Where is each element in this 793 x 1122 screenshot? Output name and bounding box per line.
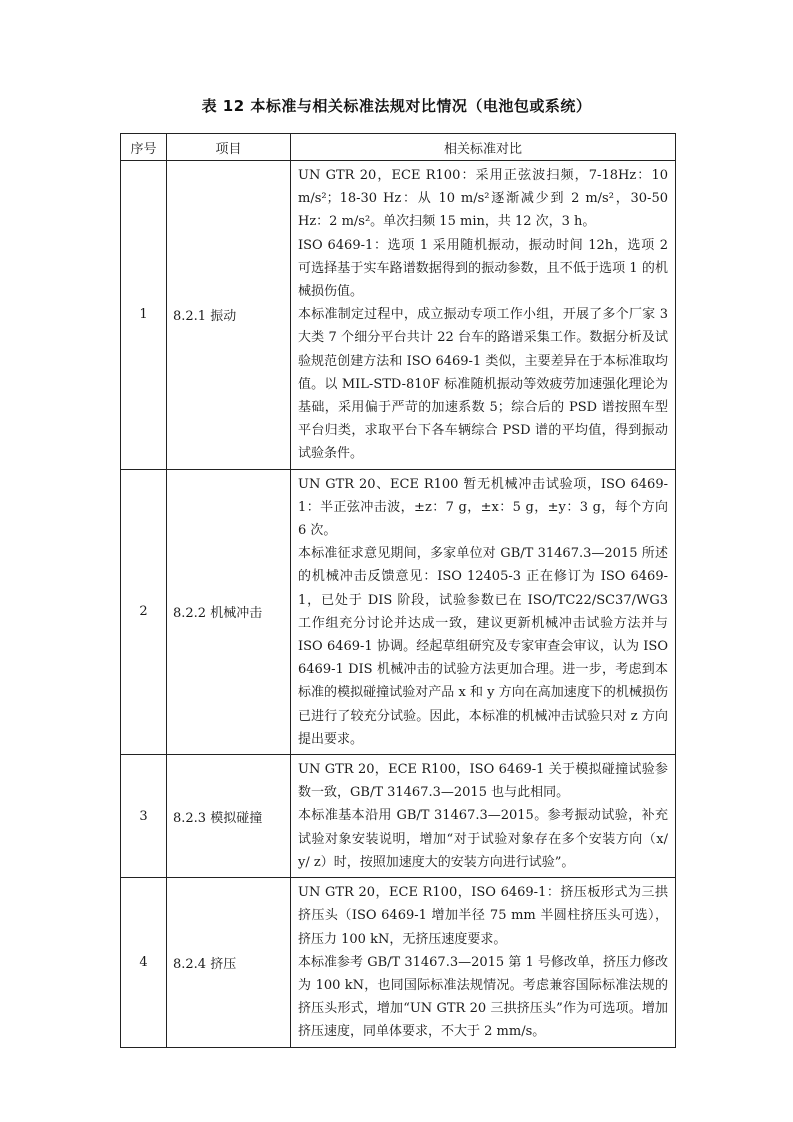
row-item: 8.2.2 机械冲击 — [167, 469, 291, 754]
row-item: 8.2.3 模拟碰撞 — [167, 755, 291, 878]
detail-paragraph: UN GTR 20，ECE R100，ISO 6469-1 关于模拟碰撞试验参数一致，GB/T 31467.3—2015 也与此相同。 — [298, 762, 668, 801]
header-item: 项目 — [167, 134, 291, 161]
detail-paragraph: UN GTR 20、ECE R100 暂无机械冲击试验项，ISO 6469-1：半正弦冲击波，±z：7 g，±x：5 g，±y：3 g，每个方向 6 次。 — [298, 476, 668, 539]
detail-paragraph: 本标准征求意见期间，多家单位对 GB/T 31467.3—2015 所述的机械冲击反馈意见：ISO 12405-3 正在修订为 ISO 6469-1，已处于 DIS 阶段，试验参数已在 ISO/TC22/SC37/WG3 工作组充分讨论并达成一致，建议更新机械冲击试验方法并与 ISO 6469-1 协调。经起草组研究及专家审查会审议，认为 ISO 6469-1 DIS 机械冲击的试验方法更加合理。进一步，考虑到本标准的模拟碰撞试验对产品 x 和 y 方向在高加速度下的机械损伤已进行了较充分试验。因此，本标准的机械冲击试验只对 z 方向提出要求。 — [298, 546, 668, 747]
detail-paragraph: 本标准制定过程中，成立振动专项工作小组，开展了多个厂家 3 大类 7 个细分平台共计 22 台车的路谱采集工作。数据分析及试验规范创建方法和 ISO 6469-1 类似，主要差异在于本标准取均值。以 MIL-STD-810F 标准随机振动等效疲劳加速强化理论为基础，采用偏于严苛的加速系数 5；综合后的 PSD 谱按照车型平台归类，求取平台下各车辆综合 PSD 谱的平均值，得到振动试验条件。 — [298, 307, 668, 462]
row-detail — [291, 878, 676, 1047]
row-index: 3 — [121, 755, 167, 878]
row-index: 1 — [121, 161, 167, 470]
table-row — [121, 755, 676, 878]
header-index: 序号 — [121, 134, 167, 161]
table-row — [121, 878, 676, 1047]
standards-comparison-table — [120, 133, 676, 1048]
row-detail — [291, 469, 676, 754]
detail-paragraph: 本标准参考 GB/T 31467.3—2015 第 1 号修改单，挤压力修改为 100 kN，也同国际标准法规情况。考虑兼容国际标准法规的挤压头形式，增加“UN GTR 20 三拱挤压头”作为可选项。增加挤压速度，同单体要求，不大于 2 mm/s。 — [298, 954, 668, 1040]
row-detail — [291, 161, 676, 470]
detail-paragraph: 本标准基本沿用 GB/T 31467.3—2015。参考振动试验，补充试验对象安装说明，增加“对于试验对象存在多个安装方向（x/ y/ z）时，按照加速度大的安装方向进行试验”。 — [298, 808, 668, 870]
detail-paragraph: UN GTR 20，ECE R100，ISO 6469-1：挤压板形式为三拱挤压头（ISO 6469-1 增加半径 75 mm 半圆柱挤压头可选），挤压力 100 kN，无挤压速度要求。 — [298, 885, 668, 947]
row-index: 4 — [121, 878, 167, 1047]
header-comparison: 相关标准对比 — [291, 134, 676, 161]
table-row — [121, 161, 676, 470]
row-detail — [291, 755, 676, 878]
row-index: 2 — [121, 469, 167, 754]
detail-paragraph: ISO 6469-1：选项 1 采用随机振动，振动时间 12h，选项 2 可选择基于实车路谱数据得到的振动参数，且不低于选项 1 的机械损伤值。 — [298, 237, 668, 300]
table-caption: 表 12 本标准与相关标准法规对比情况（电池包或系统） — [201, 97, 592, 115]
table-row — [121, 469, 676, 754]
table-header-row — [121, 134, 676, 161]
row-item: 8.2.1 振动 — [167, 161, 291, 470]
row-item: 8.2.4 挤压 — [167, 878, 291, 1047]
detail-paragraph: UN GTR 20，ECE R100：采用正弦波扫频，7-18Hz：10 m/s²；18-30 Hz：从 10 m/s²逐渐减少到 2 m/s²，30-50 Hz：2 m/s²。单次扫频 15 min，共 12 次，3 h。 — [298, 168, 668, 230]
